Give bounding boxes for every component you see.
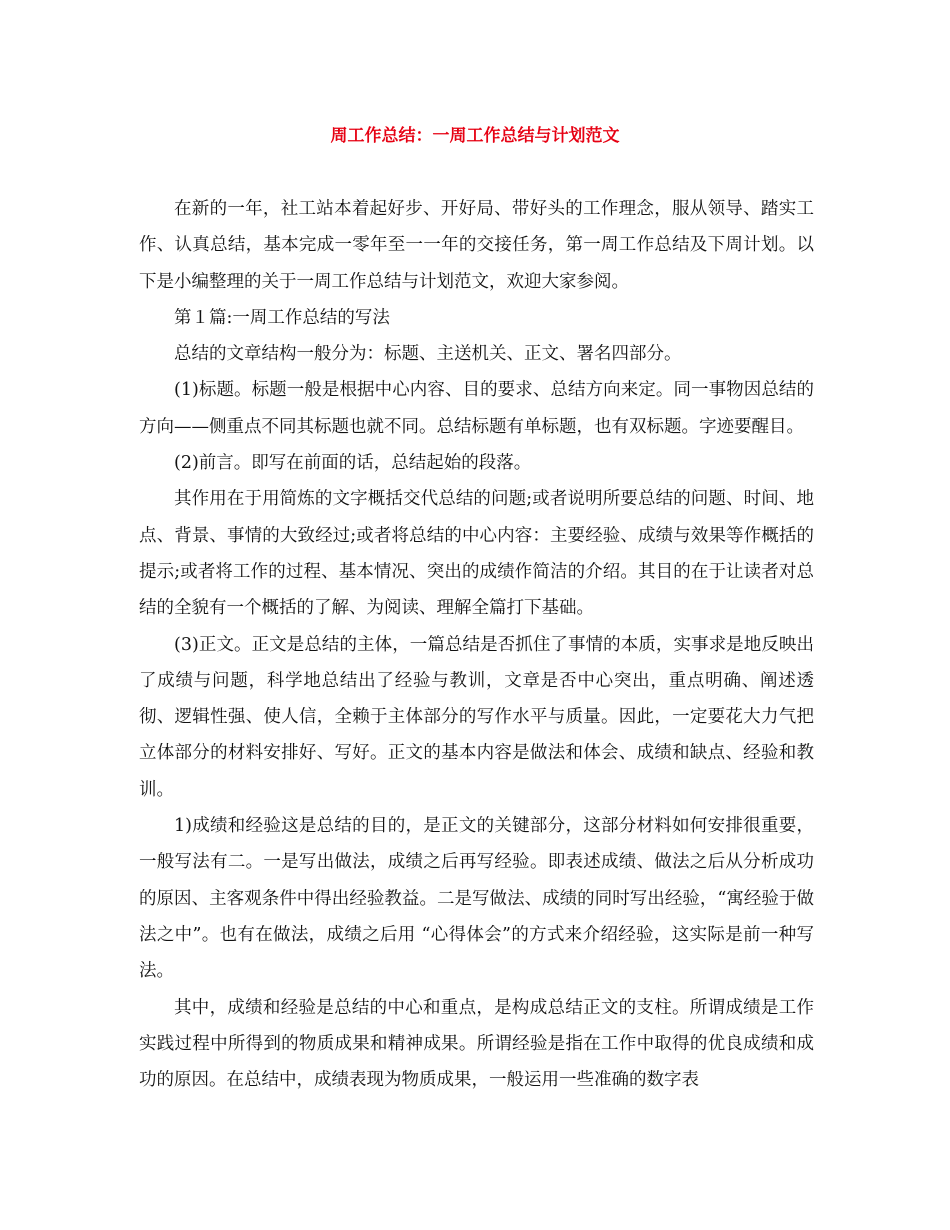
paragraph-preface-function: 其作用在于用简炼的文字概括交代总结的问题;或者说明所要总结的问题、时间、地点、背景、事情的大致经过;或者将总结的中心内容：主要经验、成绩与效果等作概括的提示;或者将工作的过程、基本情况、突出的成绩作简洁的介绍。其目的在于让读者对总结的全貌有一个概括的了解、为阅读、理解全篇打下基础。 (139, 489, 814, 619)
paragraph-title-item: (1)标题。标题一般是根据中心内容、目的要求、总结方向来定。同一事物因总结的方向——侧重点不同其标题也就不同。总结标题有单标题，也有双标题。字迹要醒目。 (139, 380, 814, 437)
paragraph-body-item: (3)正文。正文是总结的主体，一篇总结是否抓住了事情的本质，实事求是地反映出了成绩与问题，科学地总结出了经验与教训，文章是否中心突出，重点明确、阐述透彻、逻辑性强、使人信，全赖于主体部分的写作水平与质量。因此，一定要花大力气把立体部分的材料安排好、写好。正文的基本内容是做法和体会、成绩和缺点、经验和教训。 (139, 634, 814, 800)
paragraph-preface-item: (2)前言。即写在前面的话，总结起始的段落。 (174, 453, 532, 474)
paragraph-structure: 总结的文章结构一般分为：标题、主送机关、正文、署名四部分。 (174, 344, 682, 365)
paragraph-section-heading: 第１篇:一周工作总结的写法 (174, 307, 390, 328)
paragraph-intro: 在新的一年，社工站本着起好步、开好局、带好头的工作理念，服从领导、踏实工作、认真总结，基本完成一零年至一一年的交接任务，第一周工作总结及下周计划。以下是小编整理的关于一周工作总结与计划范文，欢迎大家参阅。 (139, 199, 814, 292)
document-body (139, 191, 814, 1098)
paragraph-achievements: 1)成绩和经验这是总结的目的，是正文的关键部分，这部分材料如何安排很重要，一般写法有二。一是写出做法，成绩之后再写经验。即表述成绩、做法之后从分析成功的原因、主客观条件中得出经验教益。二是写做法、成绩的同时写出经验，“寓经验于做法之中”。也有在做法，成绩之后用 “心得体会”的方式来介绍经验，这实际是前一种写法。 (139, 816, 814, 982)
paragraph-core: 其中，成绩和经验是总结的中心和重点，是构成总结正文的支柱。所谓成绩是工作实践过程中所得到的物质成果和精神成果。所谓经验是指在工作中取得的优良成绩和成功的原因。在总结中，成绩表现为物质成果，一般运用一些准确的数字表 (139, 997, 814, 1091)
page-title: 周工作总结：一周工作总结与计划范文 (330, 126, 620, 146)
